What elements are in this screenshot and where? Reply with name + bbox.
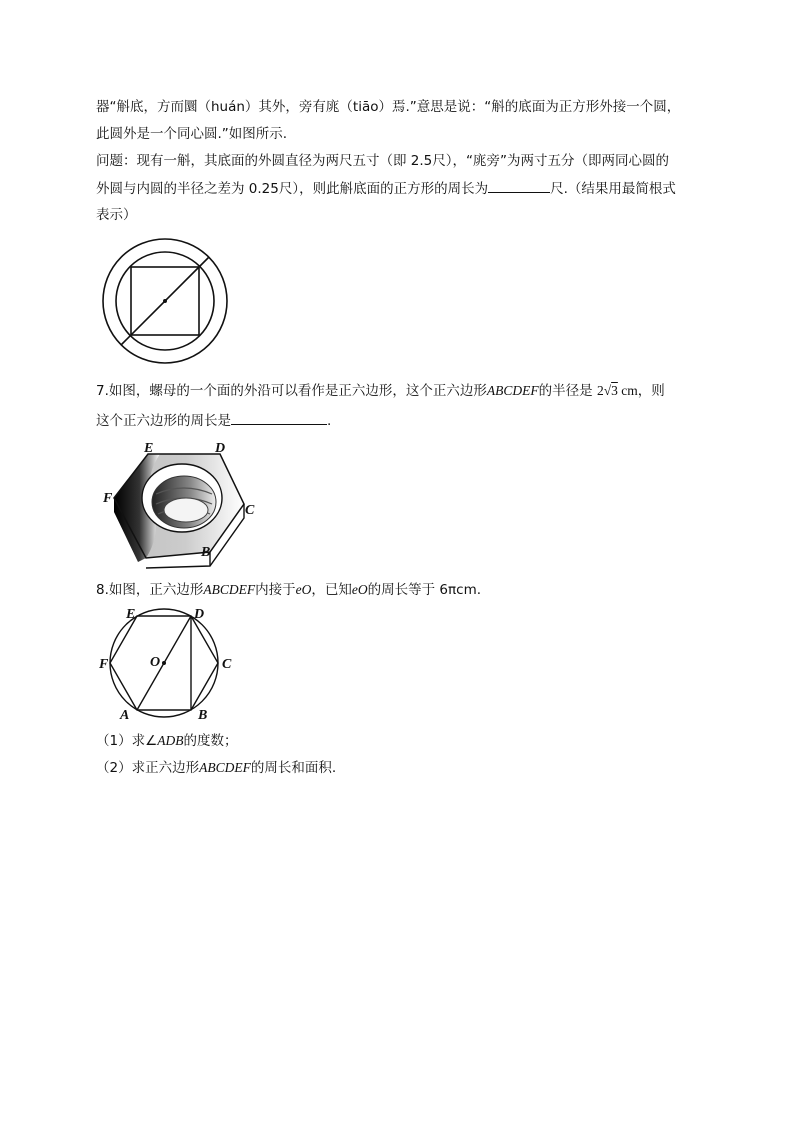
label-C: C [245,503,255,518]
label-E: E [126,607,136,622]
p6-line-1: 器“斛底，方而圜（huán）其外，旁有庣（tiāo）焉.”意思是说：“斛的底面为正方形外接一个圆， [96,99,681,115]
label-E: E [144,441,154,456]
p8-question-1: （1）求∠ADB的度数； [96,733,238,749]
figure-hex-nut [100,438,265,568]
center-point [163,299,167,303]
label-B: B [201,545,211,560]
label-A: A [120,708,130,723]
p6-line-2: 此圆外是一个同心圆.”如图所示. [96,126,288,142]
p6-line-5: 表示） [96,207,137,223]
p8-question-2: （2）求正六边形ABCDEF的周长和面积. [96,760,337,776]
answer-blank [231,410,327,425]
label-B: B [198,708,208,723]
p6-line-4: 外圆与内圆的半径之差为 0.25尺），则此斛底面的正方形的周长为 尺.（结果用最简根式 [96,178,676,199]
label-O: O [150,655,161,670]
sqrt-icon: √ [603,383,612,398]
p7-line-1: 7.如图，螺母的一个面的外沿可以看作是正六边形，这个正六边形ABCDEF的半径是 2√3 cm，则 [96,383,665,399]
center-O [162,661,166,665]
label-F: F [99,657,109,672]
figure-hu-base [100,237,230,367]
label-F: F [103,491,113,506]
label-C: C [222,657,232,672]
nut-hole-inner [164,498,208,522]
figure-inscribed-hexagon [96,606,246,724]
p7-line-2: 这个正六边形的周长是 . [96,410,331,431]
p6-line-3: 问题：现有一斛，其底面的外圆直径为两尺五寸（即 2.5尺），“庣旁”为两寸五分（即两同心圆的 [96,153,669,169]
radius-expression: 2√3 cm [596,383,638,398]
label-D: D [194,607,205,622]
p8-line-1: 8.如图，正六边形ABCDEF内接于eO，已知eO的周长等于 6πcm. [96,582,482,598]
answer-blank [488,178,550,193]
label-D: D [215,441,226,456]
